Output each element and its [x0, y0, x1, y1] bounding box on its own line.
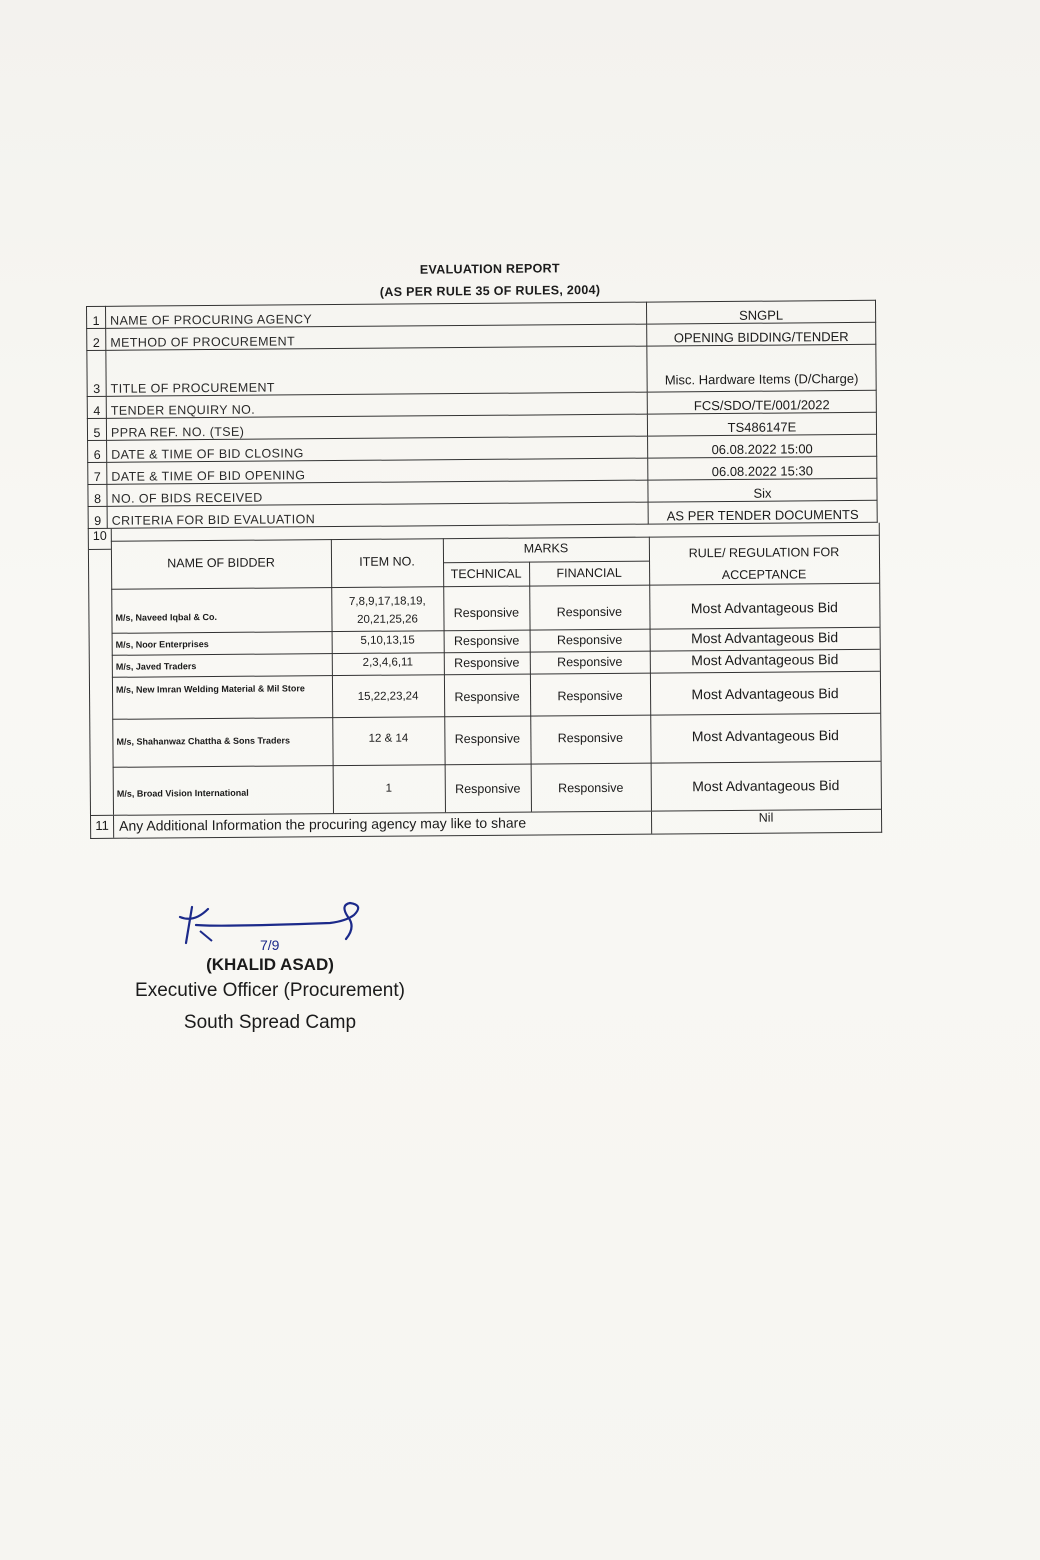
- signature-date: 7/9: [260, 937, 280, 953]
- row-label: DATE & TIME OF BID OPENING: [107, 458, 648, 484]
- bidder-financial: Responsive: [556, 632, 623, 648]
- row-number: 4: [87, 396, 106, 418]
- bidder-technical: Responsive: [454, 655, 520, 671]
- bidder-rule: Most Advantageous Bid: [691, 685, 839, 703]
- row-value: TS486147E: [647, 412, 876, 436]
- signatory-designation: Executive Officer (Procurement): [135, 980, 405, 1001]
- bidder-items: 15,22,23,24: [357, 690, 419, 703]
- bidder-name: M/s, Broad Vision International: [116, 787, 249, 799]
- header-bidder-name: NAME OF BIDDER: [167, 555, 275, 571]
- bidder-items: 5,10,13,15: [360, 634, 415, 647]
- bidder-technical: Responsive: [454, 731, 521, 747]
- row-label: NAME OF PROCURING AGENCY: [106, 302, 647, 328]
- bidder-financial: Responsive: [557, 654, 623, 670]
- row-number: 5: [87, 418, 106, 440]
- row-number: 2: [87, 328, 106, 350]
- header-technical: TECHNICAL: [450, 566, 522, 582]
- row-label: DATE & TIME OF BID CLOSING: [107, 436, 648, 462]
- bidder-items: 7,8,9,17,18,19, 20,21,25,26: [348, 595, 426, 626]
- row-divider: [113, 761, 881, 768]
- bidder-financial: Responsive: [557, 688, 623, 704]
- report-subtitle: (AS PER RULE 35 OF RULES, 2004): [379, 282, 601, 300]
- bidder-rule: Most Advantageous Bid: [691, 727, 840, 745]
- row-label: PPRA REF. NO. (TSE): [106, 414, 647, 440]
- header-item-no: ITEM NO.: [359, 554, 415, 569]
- report-title: EVALUATION REPORT: [419, 261, 560, 277]
- row-value: Six: [648, 478, 877, 502]
- row-divider: [89, 549, 111, 550]
- bidder-technical: Responsive: [455, 781, 521, 797]
- row-label: CRITERIA FOR BID EVALUATION: [107, 502, 648, 528]
- row-value: Misc. Hardware Items (D/Charge): [647, 344, 876, 392]
- additional-info-row: [90, 810, 882, 839]
- column-divider: [111, 529, 114, 815]
- additional-info-label: Any Additional Information the procuring agency may like to share: [119, 814, 527, 834]
- row-number: 6: [88, 440, 107, 462]
- row-number: 10: [92, 528, 107, 543]
- row-number: 8: [88, 484, 107, 506]
- bidder-technical: Responsive: [454, 689, 520, 705]
- procurement-details-table: [86, 300, 878, 529]
- bidder-technical: Responsive: [453, 605, 520, 621]
- row-divider: [112, 713, 880, 720]
- bidder-name: M/s, Naveed Iqbal & Co.: [115, 611, 218, 623]
- row-value: FCS/SDO/TE/001/2022: [647, 390, 876, 414]
- table-row: [87, 344, 876, 396]
- row-number: 7: [88, 462, 107, 484]
- row-value: OPENING BIDDING/TENDER: [647, 322, 876, 346]
- bidder-evaluation-section: [88, 523, 882, 816]
- row-value: AS PER TENDER DOCUMENTS: [648, 500, 877, 524]
- evaluation-sheet: [86, 300, 880, 839]
- row-divider: [112, 671, 880, 678]
- bidder-name: M/s, Shahanwaz Chattha & Sons Traders: [116, 735, 291, 747]
- signatory-office: South Spread Camp: [183, 1012, 357, 1033]
- marks-divider: [443, 561, 649, 564]
- bidder-financial: Responsive: [557, 730, 624, 746]
- bidder-financial: Responsive: [558, 780, 624, 796]
- row-label: NO. OF BIDS RECEIVED: [107, 480, 648, 506]
- row-number: 11: [95, 817, 109, 833]
- header-marks: MARKS: [523, 541, 569, 556]
- bidder-name: M/s, Noor Enterprises: [115, 639, 209, 650]
- row-number: 9: [88, 506, 107, 528]
- bidder-name: M/s, New Imran Welding Material & Mil Store: [115, 683, 305, 695]
- row-value: 06.08.2022 15:30: [648, 456, 877, 480]
- additional-info-value: Nil: [758, 810, 774, 825]
- bidder-name: M/s, Javed Traders: [115, 661, 197, 672]
- row-label: METHOD OF PROCUREMENT: [106, 324, 647, 350]
- report-heading: [300, 256, 680, 304]
- bidder-financial: Responsive: [556, 604, 623, 620]
- row-value: 06.08.2022 15:00: [648, 434, 877, 458]
- bidder-rule: Most Advantageous Bid: [690, 599, 838, 617]
- column-divider: [529, 562, 532, 812]
- column-divider: [113, 816, 114, 838]
- signatory-name: (KHALID ASAD): [206, 955, 334, 974]
- bidder-rule: Most Advantageous Bid: [692, 777, 840, 795]
- row-number: 1: [87, 306, 106, 328]
- bidder-rule: Most Advantageous Bid: [691, 651, 839, 669]
- row-number: 3: [87, 350, 106, 396]
- signature-block: [110, 895, 430, 1039]
- row-label: TITLE OF PROCUREMENT: [106, 346, 647, 396]
- row-label: TENDER ENQUIRY NO.: [106, 392, 647, 418]
- bidder-rule: Most Advantageous Bid: [691, 629, 839, 647]
- header-financial: FINANCIAL: [556, 565, 622, 581]
- bidder-technical: Responsive: [453, 633, 520, 649]
- bidder-items: 1: [385, 782, 393, 795]
- bidder-items: 2,3,4,6,11: [362, 656, 414, 669]
- row-value: SNGPL: [646, 300, 875, 324]
- bidder-items: 12 & 14: [368, 732, 409, 745]
- header-rule: RULE/ REGULATION FOR ACCEPTANCE: [688, 545, 840, 583]
